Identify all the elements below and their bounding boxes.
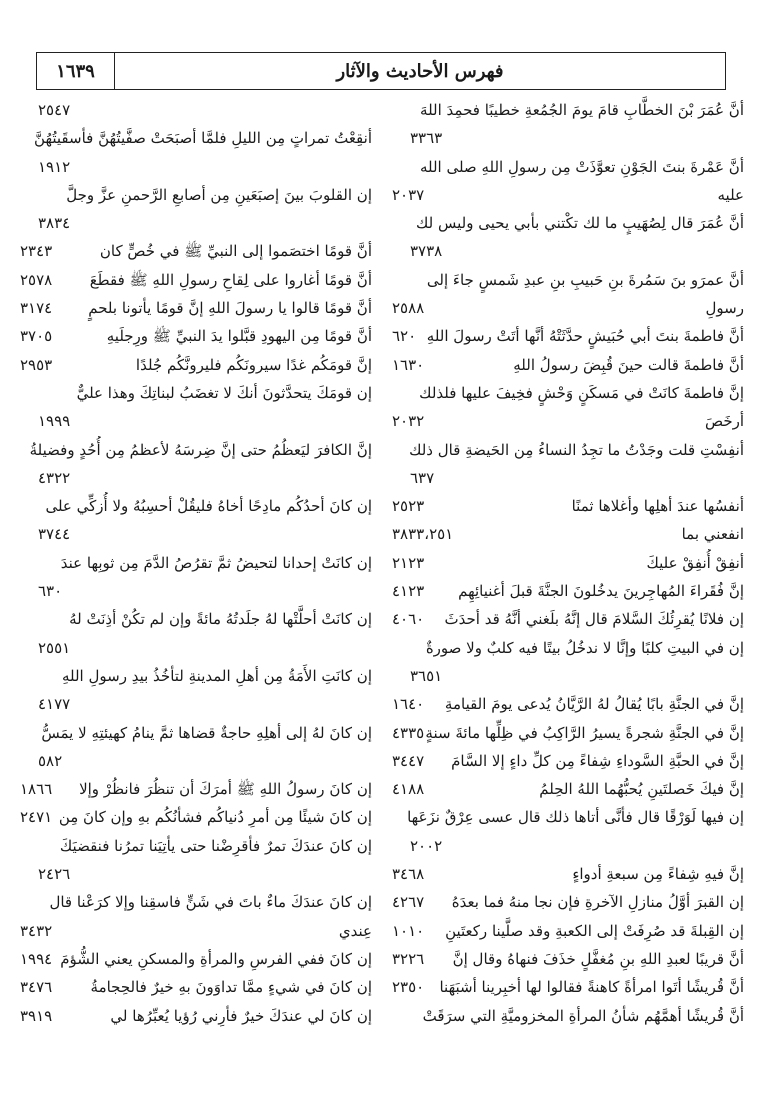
index-entry [392,464,744,492]
entry-text: إن القلوبَ بينَ إصبَعَينِ مِن أصابعِ الرَّحمنِ عزَّ وجلَّ [66,185,372,204]
index-entry [20,1002,372,1030]
entry-text: أنفِقْ أُنفِقْ عليكَ [646,553,744,572]
index-entry [392,181,744,209]
index-entry [20,520,372,548]
entry-text: أنَّ عمرَو بنَ سَمُرةَ بنِ حَبيبِ بنِ عبدِ شَمسٍ جاءَ إلى [426,270,744,289]
entry-number: ٢٣٤٣ [20,242,53,261]
entry-number: ٣٢٢٦ [392,949,425,968]
page-header [36,52,726,90]
index-entry [392,690,744,718]
entry-text: إن كانَ لهُ إلى أهلِهِ حاجةٌ قضاها ثمَّ ينامُ كهيئتِهِ لا يمَسُّ [41,723,372,742]
entry-text: عليه [717,185,744,204]
entry-text: إنَّ في الحبَّةِ السَّوداءِ شِفاءً مِن كلِّ داءٍ إلا السَّامَ [451,751,744,770]
entry-number: ٢٤٢٦ [38,865,71,884]
index-entry [20,407,372,435]
entry-text: أنَّ قومًا مِن اليهودِ قبَّلوا يدَ النبيِّ ﷺ ورِجلَيهِ [106,327,372,346]
entry-number: ٢٥٥١ [38,638,71,657]
entry-text: أنَّ فاطمةَ قالت حينَ قُبِضَ رسولُ اللهِ [513,355,744,374]
index-entry [392,492,744,520]
page-title: فهرس الأحاديث والآثار [336,60,504,82]
index-entry [20,775,372,803]
index-entry [392,577,744,605]
entry-number: ٣٨٣٣،٢٥١ [392,525,454,544]
index-entry [392,973,744,1001]
entry-number: ٤١٧٧ [38,695,71,714]
entry-text: أنَّ عُمَرَ بْنَ الخطَّابِ قامَ يومَ الجُمُعةِ خطيبًا فحمِدَ اللهَ [420,101,744,119]
entry-text: أنَّ قريبًا لعبدِ اللهِ بنِ مُغفَّلٍ خذَفَ فنهاهُ وقال إنَّ [452,949,744,968]
entry-text: إن القبرَ أوَّلُ منازلِ الآخرةِ فإن نجا منهُ فما بعدَهُ [451,893,744,912]
entry-text: إن كانَ في شيءٍ ممَّا تداوَونَ بهِ خيرٌ فالحِجامةُ [90,978,372,997]
index-entry [392,436,744,464]
index-entry [20,917,372,945]
entry-number: ٦٣٠ [38,582,63,601]
entry-text: إنَّ الكافرَ ليَعظُمُ حتى إنَّ ضِرسَهُ لأعظمُ مِن أُحُدٍ وفضيلةُ [29,440,372,459]
entry-number: ٣٦٥١ [410,666,443,685]
entry-text: أنفِسْتِ قلت وجَدْتُ ما تجِدُ النساءُ مِن الحَيضةِ قال ذلك [409,440,744,459]
entry-text: أنَّ عُمَرَ قال لِصُهَيبٍ ما لك تكْتني بأبي يحيى وليس لك [416,214,744,233]
entry-text: إنَّ في الجنَّةِ شجرةً يسيرُ الرَّاكِبُ في ظِلِّها مائةَ سنةٍ [425,723,744,742]
entry-number: ٣١٧٤ [20,299,53,318]
index-entry [392,917,744,945]
index-entry [392,747,744,775]
index-entry [392,605,744,633]
entry-text: إن كانَ ففي الفرسِ والمرأةِ والمسكنِ يعني الشُّؤمَ [60,949,372,968]
entry-number: ٢٤٧١ [20,808,53,827]
entry-text: أنقِعْتُ تمراتٍ مِن الليلِ فلمَّا أصبَحَتْ صفَّيتُهُنَّ فأسقَيتُهُنَّ [34,129,372,148]
entry-number: ١٨٦٦ [20,780,53,799]
entry-number: ٣٩١٩ [20,1006,53,1025]
index-entry [392,351,744,379]
entry-text: إنَّ فيكَ خَصلتَينِ يُحبُّهُما اللهُ الحِلمُ [539,780,744,799]
index-entry [392,662,744,690]
index-entry [20,237,372,265]
entry-number: ٢٥٢٣ [392,497,425,516]
index-entry [20,662,372,690]
index-entry [392,945,744,973]
entry-number: ١٩٩٩ [38,412,71,431]
entry-text: أنَّ قومًا اختصَموا إلى النبيِّ ﷺ في خُصٍّ كان [99,242,372,261]
index-entry [392,549,744,577]
entry-number: ٤١٨٨ [392,780,425,799]
entry-text: أرخَصَ [704,412,744,431]
index-entry [392,860,744,888]
index-entry [20,719,372,747]
entry-number: ٦٢٠ [392,327,417,346]
index-entry [20,153,372,181]
index-entry [20,436,372,464]
index-entry [20,945,372,973]
index-entry [392,803,744,831]
index-entry [392,322,744,350]
entry-number: ٢٣٥٠ [392,978,425,997]
entry-text: انفعني بما [681,525,744,544]
entry-text: رسولِ [705,299,744,318]
entry-number: ٢٠٣٢ [392,412,425,431]
entry-text: أنَّ فاطمةَ بنتَ أبي حُبَيشٍ حدَّثَتْهُ أنَّها أتَتْ رسولَ اللهِ [426,327,744,346]
index-entry [20,181,372,209]
entry-number: ٣٤٦٨ [392,865,425,884]
index-entry [20,888,372,916]
entry-number: ٣٤٧٦ [20,978,53,997]
index-entry [20,464,372,492]
index-entry [20,832,372,860]
index-column-right [392,96,744,1030]
entry-number: ٢٥٧٨ [20,270,53,289]
entry-number: ٤٠٦٠ [392,610,425,629]
index-entry [20,294,372,322]
entry-number: ٤٣٢٢ [38,468,71,487]
index-entry [20,266,372,294]
index-entry [20,605,372,633]
entry-number: ٣٤٣٢ [20,921,53,940]
index-entry [20,803,372,831]
entry-text: أنفسُها عندَ أهلِها وأغلاها ثمنًا [571,497,744,516]
entry-number: ٤١٢٣ [392,582,425,601]
entry-number: ١٠١٠ [392,921,425,940]
entry-text: إن كانَ أحدُكُم مادِحًا أخاهُ فليقُلْ أحسِبُهُ ولا أُزكِّي على [45,497,372,516]
index-entry [20,96,372,124]
entry-text: إنَّ في الجنَّةِ بابًا يُقالُ لهُ الرَّيَّانُ يُدعى يومَ القيامةِ [444,695,744,714]
entry-number: ٢٠٠٢ [410,836,443,855]
entry-number: ١٦٣٠ [392,355,425,374]
index-entry [20,549,372,577]
entry-text: أنَّ قُريشًا أتَوا امرأةً كاهنةً فقالوا لها أخبِرينا أشبَهَنا [439,978,744,997]
entry-number: ٣٧٠٥ [20,327,53,346]
entry-text: إن كانَ عندَكَ ماءٌ باتَ في شَنٍّ فاسقِنا وإلا كرَعْنا قال [49,893,372,912]
index-entry [392,888,744,916]
index-entry [392,294,744,322]
index-entry [392,1002,744,1030]
index-entry [20,124,372,152]
index-entry [20,209,372,237]
index-column-left [20,96,372,1030]
index-entry [20,747,372,775]
entry-text: إن فيها لَوَرْقًا قال فأنَّى أتاها ذلك قال عسى عِرْقٌ نزَعَها [407,808,744,827]
entry-text: إنَّ فيهِ شِفاءً مِن سبعةِ أدواءٍ [572,865,744,884]
entry-text: إنَّ قومَكُم غدًا سيرونَكُم فليرونَّكُم جُلدًا [135,355,372,374]
entry-number: ٢٩٥٣ [20,355,53,374]
index-entry [20,379,372,407]
entry-number: ٢١٢٣ [392,553,425,572]
entry-text: إن قومَكَ يتحدَّثونَ أنكَ لا تغضَبُ لبناتِكَ وهذا عليٌّ [76,383,372,402]
entry-number: ٢٥٤٧ [38,101,71,119]
entry-text: إن القِبلةَ قد صُرِفَتْ إلى الكعبةِ وقد صلَّينا ركعتَينِ [445,921,744,940]
entry-text: أنَّ قُريشًا أهمَّهُم شأنُ المرأةِ المخزوميَّةِ التي سرَقَتْ [422,1006,744,1025]
index-entry [392,634,744,662]
page-number: ١٦٣٩ [37,53,115,89]
entry-text: إن كانَ لي عندَكَ خيرٌ فأرِني رُؤيا يُعبِّرُها لي [110,1006,372,1025]
entry-number: ٤٣٣٥ [392,723,425,742]
entry-text: إن كانَ رسولُ اللهِ ﷺ أمرَكَ أن تنظُرَ فانظُرْ وإلا [79,780,372,799]
index-entry [20,690,372,718]
entry-text: أنَّ قومًا قالوا يا رسولَ اللهِ إنَّ قومًا يأتونا بلحمٍ [88,299,372,318]
index-entry [392,153,744,181]
entry-text: إن كانَتِ الأَمَةُ مِن أهلِ المدينةِ لتأخُذُ بيدِ رسولِ اللهِ [61,666,372,685]
entry-number: ٣٧٣٨ [410,242,443,261]
entry-number: ٢٥٨٨ [392,299,425,318]
index-entry [20,322,372,350]
entry-text: إن كانَتْ إحدانا لتحيضُ ثمَّ تقرُصُ الدَّمَ مِن ثوبِها عندَ [60,553,372,572]
index-entry [20,634,372,662]
index-entry [392,124,744,152]
entry-text: إن كانَ عندَكَ تمرٌ فأقرِضْنا حتى يأتِيَنا تمرُنا فنقضيَكَ [59,836,372,855]
index-entry [20,492,372,520]
index-entry [392,266,744,294]
entry-text: أنَّ عَمْرةَ بنتَ الجَوْنِ تعوَّذَتْ مِن رسولِ اللهِ صلى الله [419,157,744,176]
entry-number: ٣٨٣٤ [38,214,71,233]
index-entry [20,860,372,888]
entry-text: إنَّ فاطمةَ كانَتْ في مَسكَنٍ وَحْشٍ فخِيفَ عليها فلذلك [419,383,744,402]
index-entry [392,719,744,747]
index-entry [392,237,744,265]
entry-number: ٣٣٦٣ [410,129,443,148]
entry-number: ٥٨٢ [38,751,63,770]
entry-text: إنَّ فُقَراءَ المُهاجِرينَ يدخُلونَ الجنَّةَ قبلَ أغنيائِهِم [458,582,744,601]
entry-number: ٦٣٧ [410,468,435,487]
index-entry [20,973,372,1001]
entry-number: ٤٢٦٧ [392,893,425,912]
entry-text: عِندي [338,921,372,940]
entry-text: أنَّ قومًا أغاروا على لِقاحِ رسولِ اللهِ ﷺ فقطَعَ [89,270,372,289]
index-entry [392,96,744,124]
entry-number: ٣٤٤٧ [392,751,425,770]
entry-number: ٣٧٤٤ [38,525,71,544]
index-entry [392,775,744,803]
entry-number: ١٩١٢ [38,157,71,176]
entry-text: إن في البيتِ كلبًا وإنَّا لا ندخُلُ بيتًا فيه كلبٌ ولا صورةٌ [425,638,744,657]
entry-text: إن كانَ شيئًا مِن أمرِ دُنياكُم فشأنُكُم بهِ وإن كانَ مِن [58,808,372,827]
index-entry [392,379,744,407]
entry-number: ١٩٩٤ [20,949,53,968]
entry-text: إن كانَتْ أحلَّتْها لهُ جلَدتُهُ مائةً وإن لم تكُنْ أذِنَتْ لهُ [69,610,372,629]
index-entry [392,832,744,860]
entry-text: إن فلانًا يُقرِئُكَ السَّلامَ قال إنَّهُ بلَغني أنَّهُ قد أحدَثَ [444,610,744,629]
index-entry [392,209,744,237]
index-entry [392,520,744,548]
entry-number: ١٦٤٠ [392,695,425,714]
entry-number: ٢٠٣٧ [392,185,425,204]
index-entry [392,407,744,435]
index-entry [20,577,372,605]
index-entry [20,351,372,379]
